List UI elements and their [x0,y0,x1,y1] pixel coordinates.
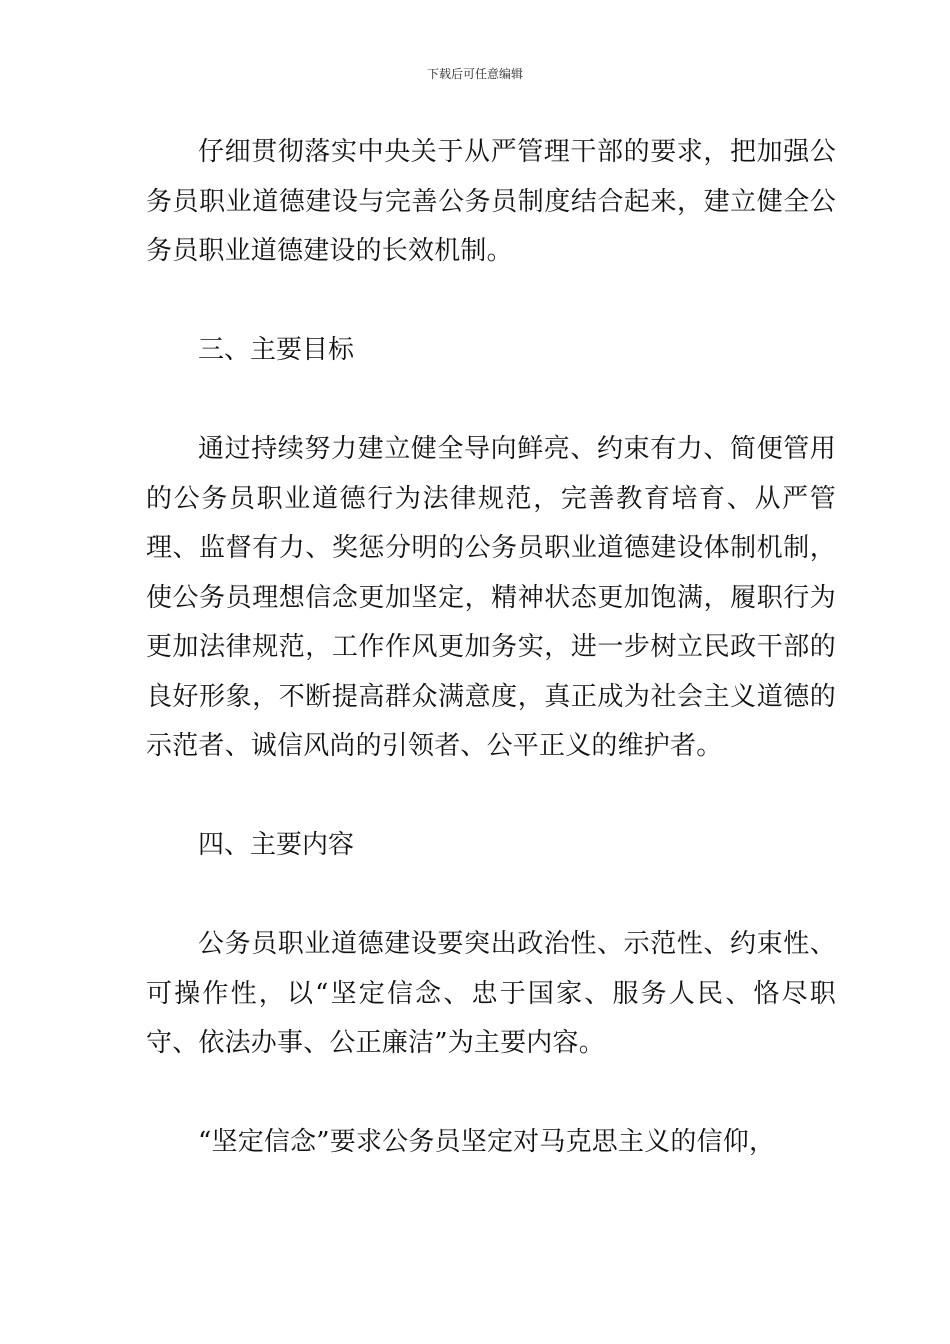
paragraph-gap [146,376,836,426]
paragraph-goals: 通过持续努力建立健全导向鲜亮、约束有力、简便管用的公务员职业道德行为法律规范，完善教育培育、从严管理、监督有力、奖惩分明的公务员职业道德建设体制机制，使公务员理想信念更加坚定，精神状态更加饱满，履职行为更加法律规范，工作作风更加务实，进一步树立民政干部的良好形象，不断提高群众满意度，真正成为社会主义道德的示范者、诚信风尚的引领者、公平正义的维护者。 [146,434,836,761]
paragraph-content: 公务员职业道德建设要突出政治性、示范性、约束性、可操作性，以“坚定信念、忠于国家、服务人民、恪尽职守、依法办事、公正廉洁”为主要内容。 [146,929,836,1058]
paragraph-gap [146,772,836,822]
paragraph-gap [146,277,836,327]
section-heading-main-goals: 三、主要目标 [198,335,355,365]
section-heading-main-content: 四、主要内容 [198,830,355,860]
document-body [146,128,836,1168]
paragraph-gap [146,871,836,921]
paragraph-firm-belief: “坚定信念”要求公务员坚定对马克思主义的信仰， [198,1127,776,1157]
paragraph-gap [146,1069,836,1119]
page-header: 下载后可任意编辑 [426,67,523,81]
paragraph-discipline: 仔细贯彻落实中央关于从严管理干部的要求，把加强公务员职业道德建设与完善公务员制度结合起来，建立健全公务员职业道德建设的长效机制。 [146,137,836,266]
